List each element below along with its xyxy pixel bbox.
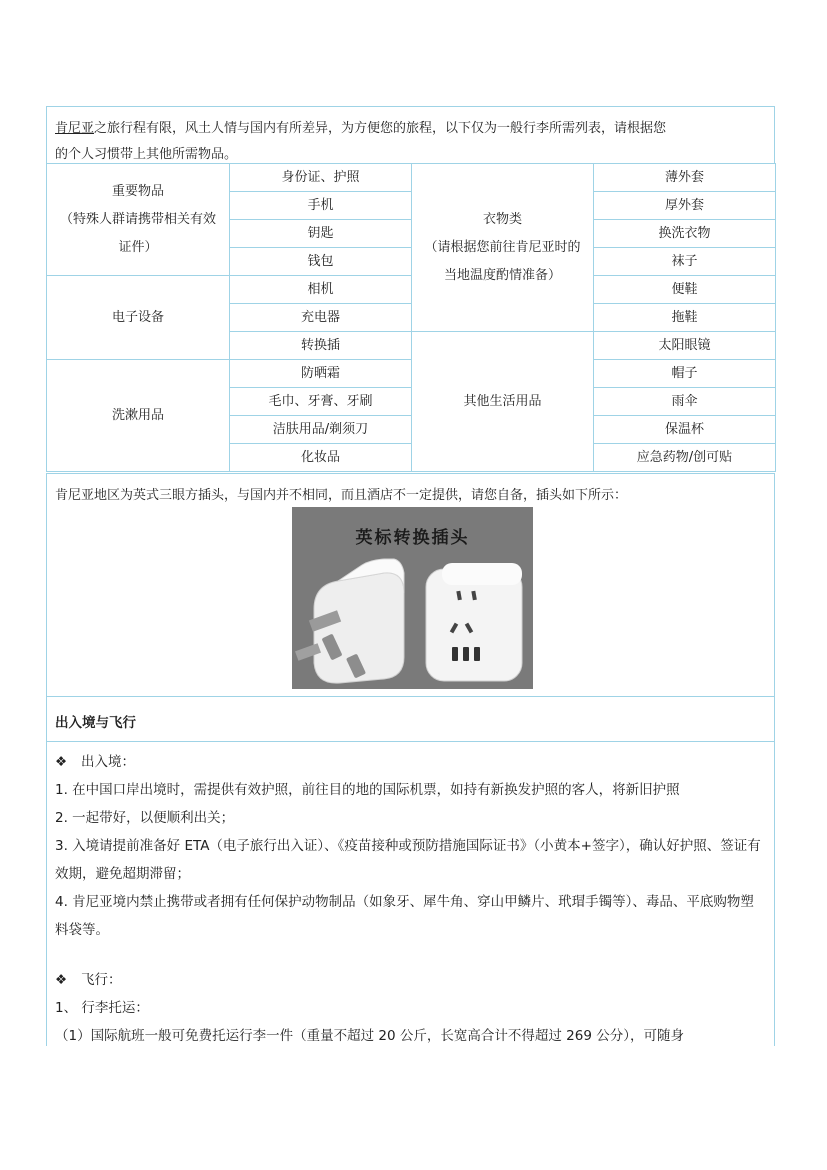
intro-text-1: 之旅行程有限，风土人情与国内有所差异，为方便您的旅程，以下仅为一般行李所需列表，请根据您 xyxy=(94,121,667,136)
item-cosmetics: 化妆品 xyxy=(230,444,412,472)
item-sunscreen: 防晒霜 xyxy=(230,360,412,388)
item-slippers: 拖鞋 xyxy=(594,304,776,332)
item-casual-shoes: 便鞋 xyxy=(594,276,776,304)
diamond-bullet-icon: ❖ xyxy=(55,972,68,988)
section-body xyxy=(46,741,775,1046)
item-sunglasses: 太阳眼镜 xyxy=(594,332,776,360)
item-id-passport: 身份证、护照 xyxy=(230,164,412,192)
item-thick-coat: 厚外套 xyxy=(594,192,776,220)
plug-text: 肯尼亚地区为英式三眼方插头，与国内并不相同，而且酒店不一定提供，请您自备，插头如下所示： xyxy=(55,488,628,503)
plug-image xyxy=(292,507,533,689)
category-toiletries: 洗漱用品 xyxy=(47,360,230,472)
entry-heading: ❖ 出入境： xyxy=(55,748,766,776)
intro-text-2: 的个人习惯带上其他所需物品。 xyxy=(55,147,238,162)
item-thermos: 保温杯 xyxy=(594,416,776,444)
item-socks: 袜子 xyxy=(594,248,776,276)
entry-line-4: 4. 肯尼亚境内禁止携带或者拥有任何保护动物制品（如象牙、犀牛角、穿山甲鳞片、玳瑁手镯等）、毒品、平底购物塑料袋等。 xyxy=(55,894,754,938)
item-charger: 充电器 xyxy=(230,304,412,332)
entry-line-1: 1. 在中国口岸出境时，需提供有效护照，前往目的地的国际机票，如持有新换发护照的客人，将新旧护照 xyxy=(55,782,680,798)
item-umbrella: 雨伞 xyxy=(594,388,776,416)
item-change-clothes: 换洗衣物 xyxy=(594,220,776,248)
category-daily: 其他生活用品 xyxy=(412,332,594,472)
flight-subheading: 1、 行李托运： xyxy=(55,1000,149,1016)
plug-image-title: 英标转换插头 xyxy=(355,528,470,548)
category-clothing: 衣物类 （请根据您前往肯尼亚时的 当地温度酌情准备） xyxy=(412,164,594,332)
item-adapter: 转换插 xyxy=(230,332,412,360)
flight-heading: ❖ 飞行： xyxy=(55,966,766,994)
intro-paragraph xyxy=(46,106,775,164)
item-camera: 相机 xyxy=(230,276,412,304)
kenya-link[interactable]: 肯尼亚 xyxy=(55,121,95,136)
category-electronics: 电子设备 xyxy=(47,276,230,360)
section-title: 出入境与飞行 xyxy=(46,696,775,742)
diamond-bullet-icon: ❖ xyxy=(55,754,68,770)
plug-adapter-icon xyxy=(292,507,533,689)
item-thin-coat: 薄外套 xyxy=(594,164,776,192)
item-wallet: 钱包 xyxy=(230,248,412,276)
item-keys: 钥匙 xyxy=(230,220,412,248)
item-phone: 手机 xyxy=(230,192,412,220)
entry-line-3: 3. 入境请提前准备好 ETA（电子旅行出入证）、《疫苗接种或预防措施国际证书》（小黄本+签字），确认好护照、签证有效期，避免超期滞留； xyxy=(55,838,761,882)
item-first-aid: 应急药物/创可贴 xyxy=(594,444,776,472)
packing-list-table xyxy=(46,163,776,472)
category-important: 重要物品 （特殊人群请携带相关有效 证件） xyxy=(47,164,230,276)
item-towel-toothpaste: 毛巾、牙膏、牙刷 xyxy=(230,388,412,416)
item-hat: 帽子 xyxy=(594,360,776,388)
flight-line-1: （1）国际航班一般可免费托运行李一件（重量不超过 20 公斤，长宽高合计不得超过 269 公分），可随身 xyxy=(55,1028,684,1044)
plug-section xyxy=(46,473,775,697)
entry-line-2: 2. 一起带好，以便顺利出关； xyxy=(55,810,235,826)
item-cleanser-razor: 洁肤用品/剃须刀 xyxy=(230,416,412,444)
